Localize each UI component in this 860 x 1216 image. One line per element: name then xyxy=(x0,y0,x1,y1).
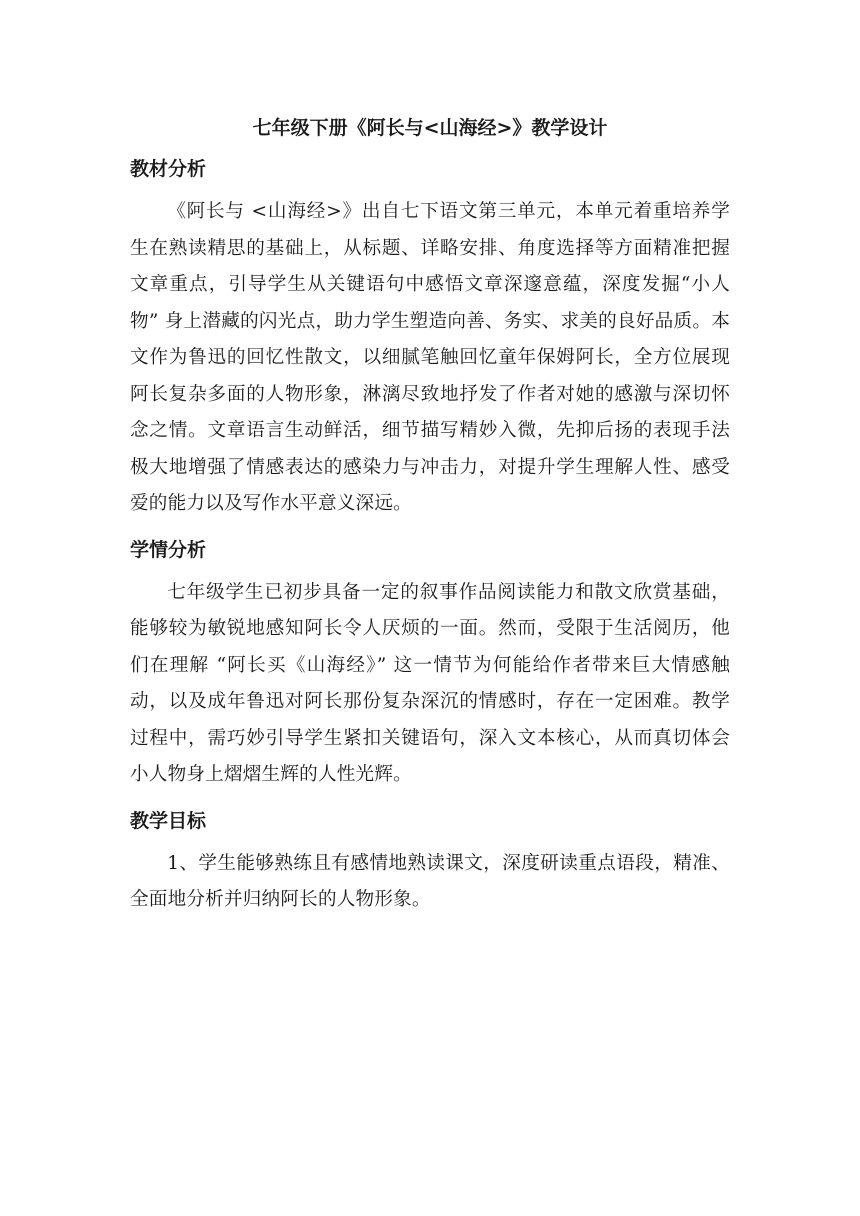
section-heading: 教学目标 xyxy=(130,809,207,832)
section-paragraph: 七年级学生已初步具备一定的叙事作品阅读能力和散文欣赏基础，能够较为敏锐地感知阿长令人厌烦的一面。然而，受限于生活阅历，他们在理解 “阿长买《山海经》” 这一情节为何能给作者带来巨大情感触动，以及成年鲁迅对阿长那份复杂深沉的情感时，存在一定困难。教学过程中，需巧妙引导学生紧扣关键语句，深入文本核心，从而真切体会小人物身上熠熠生辉的人性光辉。 xyxy=(130,581,730,785)
section-heading: 教材分析 xyxy=(130,158,207,180)
section-textbook-analysis xyxy=(130,154,730,523)
section-student-analysis xyxy=(130,535,730,794)
section-teaching-goals xyxy=(130,806,730,919)
document-body xyxy=(130,110,730,931)
section-heading: 学情分析 xyxy=(130,538,207,561)
section-paragraph: 1、学生能够熟练且有感情地熟读课文，深度研读重点语段，精准、全面地分析并归纳阿长的人物形象。 xyxy=(130,852,730,910)
section-paragraph: 《阿长与 <山海经>》出自七下语文第三单元，本单元着重培养学生在熟读精思的基础上，从标题、详略安排、角度选择等方面精准把握文章重点，引导学生从关键语句中感悟文章深邃意蕴，深度发掘“小人物” 身上潜藏的闪光点，助力学生塑造向善、务实、求美的良好品质。本文作为鲁迅的回忆性散文，以细腻笔触回忆童年保姆阿长，全方位展现阿长复杂多面的人物形象，淋漓尽致地抒发了作者对她的感激与深切怀念之情。文章语言生动鲜活，细节描写精妙入微，先抑后扬的表现手法极大地增强了情感表达的感染力与冲击力，对提升学生理解人性、感受爱的能力以及写作水平意义深远。 xyxy=(130,201,730,514)
document-title: 七年级下册《阿长与<山海经>》教学设计 xyxy=(252,117,608,139)
